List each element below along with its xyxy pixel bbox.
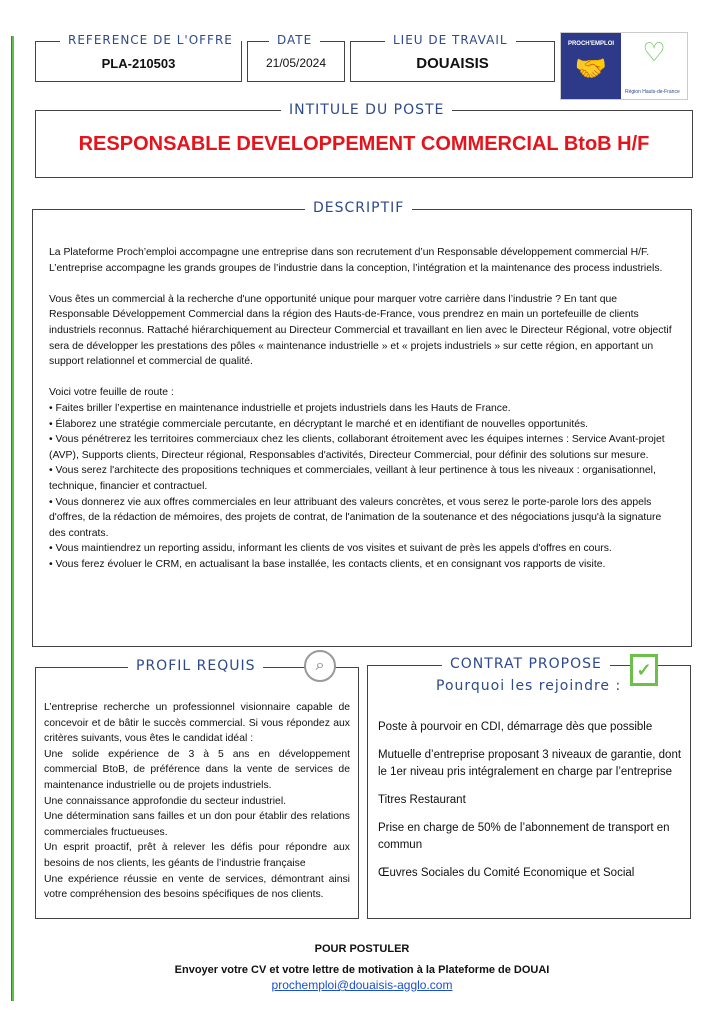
descriptif-box xyxy=(32,200,692,647)
contrat-item: Mutuelle d’entreprise proposant 3 niveaux de garantie, dont le 1er niveau pris intégralement en charge par l’entreprise xyxy=(378,749,682,778)
descriptif-intro: Voici votre feuille de route : xyxy=(49,387,174,399)
lieu-box xyxy=(350,33,555,82)
bullet: • Vous ferez évoluer le CRM, en actualisant la base installée, les contacts clients, et en consignant vos rapports de visite. xyxy=(49,558,606,570)
profil-line: Une détermination sans failles et un don pour établir des relations commerciales fructueuses. xyxy=(44,811,350,838)
bullet: • Élaborez une stratégie commerciale percutante, en décryptant le marché et en identifiant de nouvelles opportunités. xyxy=(49,418,589,430)
descriptif-p1: La Plateforme Proch’emploi accompagne une entreprise dans son recrutement d’un Responsable développement commercial H/F. L’entreprise accompagne les grands groupes de l’industrie dans la conception, l’intégration et la maintenance des process industriels. xyxy=(49,247,663,274)
contrat-item: Prise en charge de 50% de l’abonnement de transport en commun xyxy=(378,822,670,851)
contrat-item: Titres Restaurant xyxy=(378,794,466,806)
prochemploi-logo xyxy=(560,32,688,100)
bullet: • Faites briller l’expertise en maintenance industrielle et projets industriels dans les Hauts de France. xyxy=(49,402,511,414)
search-person-icon: ⌕ xyxy=(304,650,336,682)
reference-value: PLA-210503 xyxy=(101,56,176,71)
contrat-label: CONTRAT PROPOSE xyxy=(442,656,610,672)
contrat-item: Œuvres Sociales du Comité Economique et Social xyxy=(378,867,635,879)
bullet: • Vous serez l'architecte des propositions techniques et commerciales, veillant à leur pertinence à tous les niveaux : organisationnel, technique, financier et contractuel. xyxy=(49,465,656,492)
contrat-subtitle: Pourquoi les rejoindre : xyxy=(436,678,622,694)
descriptif-p2: Vous êtes un commercial à la recherche d'une opportunité unique pour marquer votre carrière dans l’industrie ? En tant que Responsable Développement Commercial dans la région des Hauts-de-France, vous prendrez en main un portefeuille de clients industriels reconnus. Rattaché hiérarchiquement au Directeur Commercial et travaillant en lien avec le Directeur Régional, votre objectif sera de développer les prestations des pôles « maintenance industrielle » et « projets industriels » sur cette région, en apportant un support relationnel et commercial de qualité. xyxy=(49,293,672,368)
date-box xyxy=(247,33,345,82)
profil-intro: L’entreprise recherche un professionnel visionnaire capable de concevoir et de bâtir le succès commercial. Si vous répondez aux critères suivants, vous êtes le candidat idéal : xyxy=(44,702,350,745)
intitule-box xyxy=(35,102,693,178)
profil-line: Une connaissance approfondie du secteur industriel. xyxy=(44,795,287,807)
job-title: RESPONSABLE DEVELOPPEMENT COMMERCIAL BtoB H/F xyxy=(78,133,650,155)
date-value: 21/05/2024 xyxy=(265,56,327,70)
bullet: • Vous maintiendrez un reporting assidu, informant les clients de vos visites et suivant de près les appels d'offres en cours. xyxy=(49,543,612,555)
contrat-box xyxy=(367,656,691,919)
logo-right: ♡ Région Hauts-de-France xyxy=(621,33,687,99)
date-label: DATE xyxy=(269,33,320,47)
document-check-icon: ✓ xyxy=(630,654,658,686)
descriptif-label: DESCRIPTIF xyxy=(305,200,412,216)
lieu-label: LIEU DE TRAVAIL xyxy=(385,33,516,47)
bullet: • Vous pénétrerez les territoires commerciaux chez les clients, collaborant étroitement avec les équipes internes : Service Avant-projet (AVP), Supports clients, Directeur régional, Responsables d'activités, Directeur Commercial, pour définir des solutions sur mesure. xyxy=(49,434,665,461)
footer-text: Envoyer votre CV et votre lettre de motivation à la Plateforme de DOUAI xyxy=(174,964,550,976)
email-link[interactable]: prochemploi@douaisis-agglo.com xyxy=(271,978,453,992)
profil-label: PROFIL REQUIS xyxy=(128,658,263,674)
profil-line: Une expérience réussie en vente de services, démontrant ainsi votre compréhension des besoins spécifiques de nos clients. xyxy=(44,873,350,901)
footer-title: POUR POSTULER xyxy=(314,943,410,955)
green-margin-line xyxy=(11,36,14,1001)
reference-box xyxy=(35,33,242,82)
logo-left: PROCH'EMPLOI 🤝 xyxy=(561,33,621,99)
intitule-label: INTITULE DU POSTE xyxy=(281,102,452,118)
profil-line: Un esprit proactif, prêt à relever les défis pour répondre aux besoins de nos clients, les géants de l’industrie française xyxy=(44,842,350,869)
profil-line: Une solide expérience de 3 à 5 ans en développement commercial BtoB, de préférence dans la vente de services de maintenance industrielle ou de projets industriels. xyxy=(44,748,350,791)
bullet: • Vous donnerez vie aux offres commerciales en leur attribuant des valeurs concrètes, et vous serez le porte-parole lors des appels d'offres, de la rédaction de mémoires, des projets de contrat, de l'animation de la soutenance et des négociations jusqu'à la signature des contrats. xyxy=(49,496,662,539)
contrat-item: Poste à pourvoir en CDI, démarrage dès que possible xyxy=(378,721,653,733)
lieu-value: DOUAISIS xyxy=(416,55,489,72)
reference-label: REFERENCE DE L'OFFRE xyxy=(60,33,241,47)
profil-box xyxy=(35,657,359,919)
